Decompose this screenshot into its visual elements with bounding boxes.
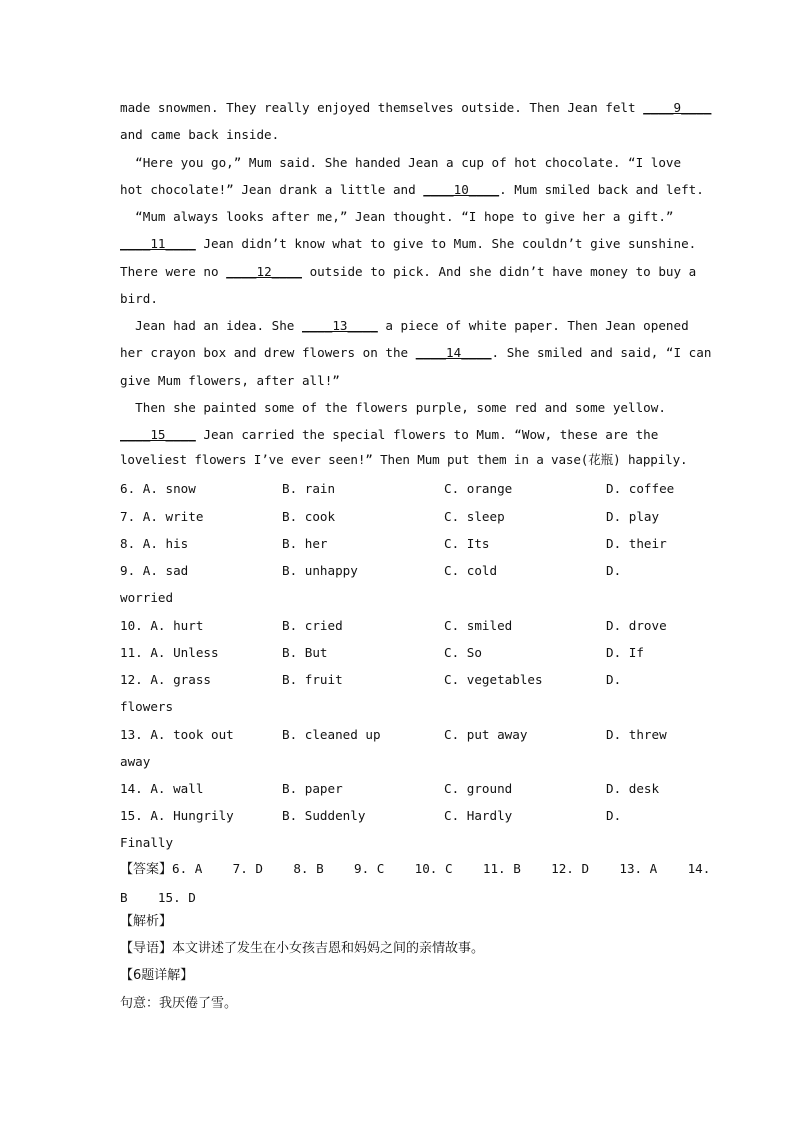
option-d: D. drove — [606, 618, 667, 633]
option-a: 10. A. hurt — [120, 618, 204, 633]
option-a: 8. A. his — [120, 536, 189, 551]
option-a: 14. A. wall — [120, 781, 204, 796]
passage-line: made snowmen. They really enjoyed themselves outside. Then Jean felt ____9____ — [120, 100, 712, 115]
passage-line: ____15____ Jean carried the special flowers to Mum. “Wow, these are the — [120, 427, 659, 442]
passage-line: hot chocolate!” Jean drank a little and ____10____. Mum smiled back and left. — [120, 182, 704, 197]
option-c: C. sleep — [444, 509, 505, 524]
passage-line: her crayon box and drew flowers on the ____14____. She smiled and said, “I can — [120, 345, 712, 360]
option-d: D. — [606, 563, 622, 578]
option-d: D. — [606, 808, 622, 823]
passage-line: give Mum flowers, after all!” — [120, 373, 340, 388]
option-d: D. If — [606, 645, 644, 660]
option-b: B. cried — [282, 618, 343, 633]
option-d: D. coffee — [606, 481, 675, 496]
q6-heading: 【6题详解】 — [120, 968, 194, 983]
passage-line: bird. — [120, 291, 158, 306]
option-b: B. her — [282, 536, 328, 551]
option-c: C. orange — [444, 481, 513, 496]
answer-key: 【答案】6. A 7. D 8. B 9. C 10. C 11. B 12. D 13. A 14. — [120, 861, 711, 877]
option-d: D. — [606, 672, 622, 687]
option-d-wrap: worried — [120, 590, 174, 605]
option-d-wrap: flowers — [120, 699, 174, 714]
passage-line: loveliest flowers I’ve ever seen!” Then Mum put them in a vase(花瓶) happily. — [120, 452, 688, 467]
option-b: B. paper — [282, 781, 343, 796]
option-b: B. cook — [282, 509, 336, 524]
option-a: 13. A. took out — [120, 727, 234, 742]
option-b: B. But — [282, 645, 328, 660]
blank-13: ____13____ — [301, 318, 378, 333]
analysis-heading: 【解析】 — [120, 914, 173, 929]
option-d: D. threw — [606, 727, 667, 742]
passage-line: “Mum always looks after me,” Jean thought. “I hope to give her a gift.” — [120, 209, 674, 224]
option-b: B. Suddenly — [282, 808, 366, 823]
option-a: 9. A. sad — [120, 563, 189, 578]
option-a: 6. A. snow — [120, 481, 196, 496]
option-c: C. Its — [444, 536, 490, 551]
option-c: C. vegetables — [444, 672, 543, 687]
option-b: B. rain — [282, 481, 336, 496]
answer-label: 【答案】 — [120, 862, 173, 877]
option-c: C. cold — [444, 563, 498, 578]
intro-text: 【导语】本文讲述了发生在小女孩吉恩和妈妈之间的亲情故事。 — [120, 941, 485, 956]
option-c: C. So — [444, 645, 482, 660]
option-d: D. their — [606, 536, 667, 551]
option-a: 7. A. write — [120, 509, 204, 524]
option-a: 15. A. Hungrily — [120, 808, 234, 823]
q6-meaning: 句意：我厌倦了雪。 — [120, 996, 238, 1011]
option-c: C. Hardly — [444, 808, 513, 823]
blank-10: ____10____ — [423, 182, 500, 197]
option-b: B. unhappy — [282, 563, 358, 578]
passage-line: “Here you go,” Mum said. She handed Jean a cup of hot chocolate. “I love — [120, 155, 682, 170]
passage-line: Then she painted some of the flowers purple, some red and some yellow. — [120, 400, 666, 415]
option-c: C. smiled — [444, 618, 513, 633]
blank-14: ____14____ — [415, 345, 492, 360]
answer-key-cont: B 15. D — [120, 890, 196, 905]
option-b: B. fruit — [282, 672, 343, 687]
option-d: D. play — [606, 509, 660, 524]
blank-12: ____12____ — [226, 264, 302, 279]
option-a: 11. A. Unless — [120, 645, 219, 660]
option-c: C. ground — [444, 781, 513, 796]
option-d-wrap: away — [120, 754, 151, 769]
passage-line: There were no ____12____ outside to pick. And she didn’t have money to buy a — [120, 264, 697, 279]
passage-line: Jean had an idea. She ____13____ a piece of white paper. Then Jean opened — [120, 318, 689, 333]
passage-line: ____11____ Jean didn’t know what to give to Mum. She couldn’t give sunshine. — [120, 236, 697, 251]
passage-line: and came back inside. — [120, 127, 280, 142]
option-a: 12. A. grass — [120, 672, 211, 687]
blank-9: ____9____ — [643, 100, 712, 115]
option-d: D. desk — [606, 781, 660, 796]
blank-11: ____11____ — [120, 236, 196, 251]
option-b: B. cleaned up — [282, 727, 381, 742]
option-d-wrap: Finally — [120, 835, 174, 850]
option-c: C. put away — [444, 727, 528, 742]
blank-15: ____15____ — [120, 427, 196, 442]
